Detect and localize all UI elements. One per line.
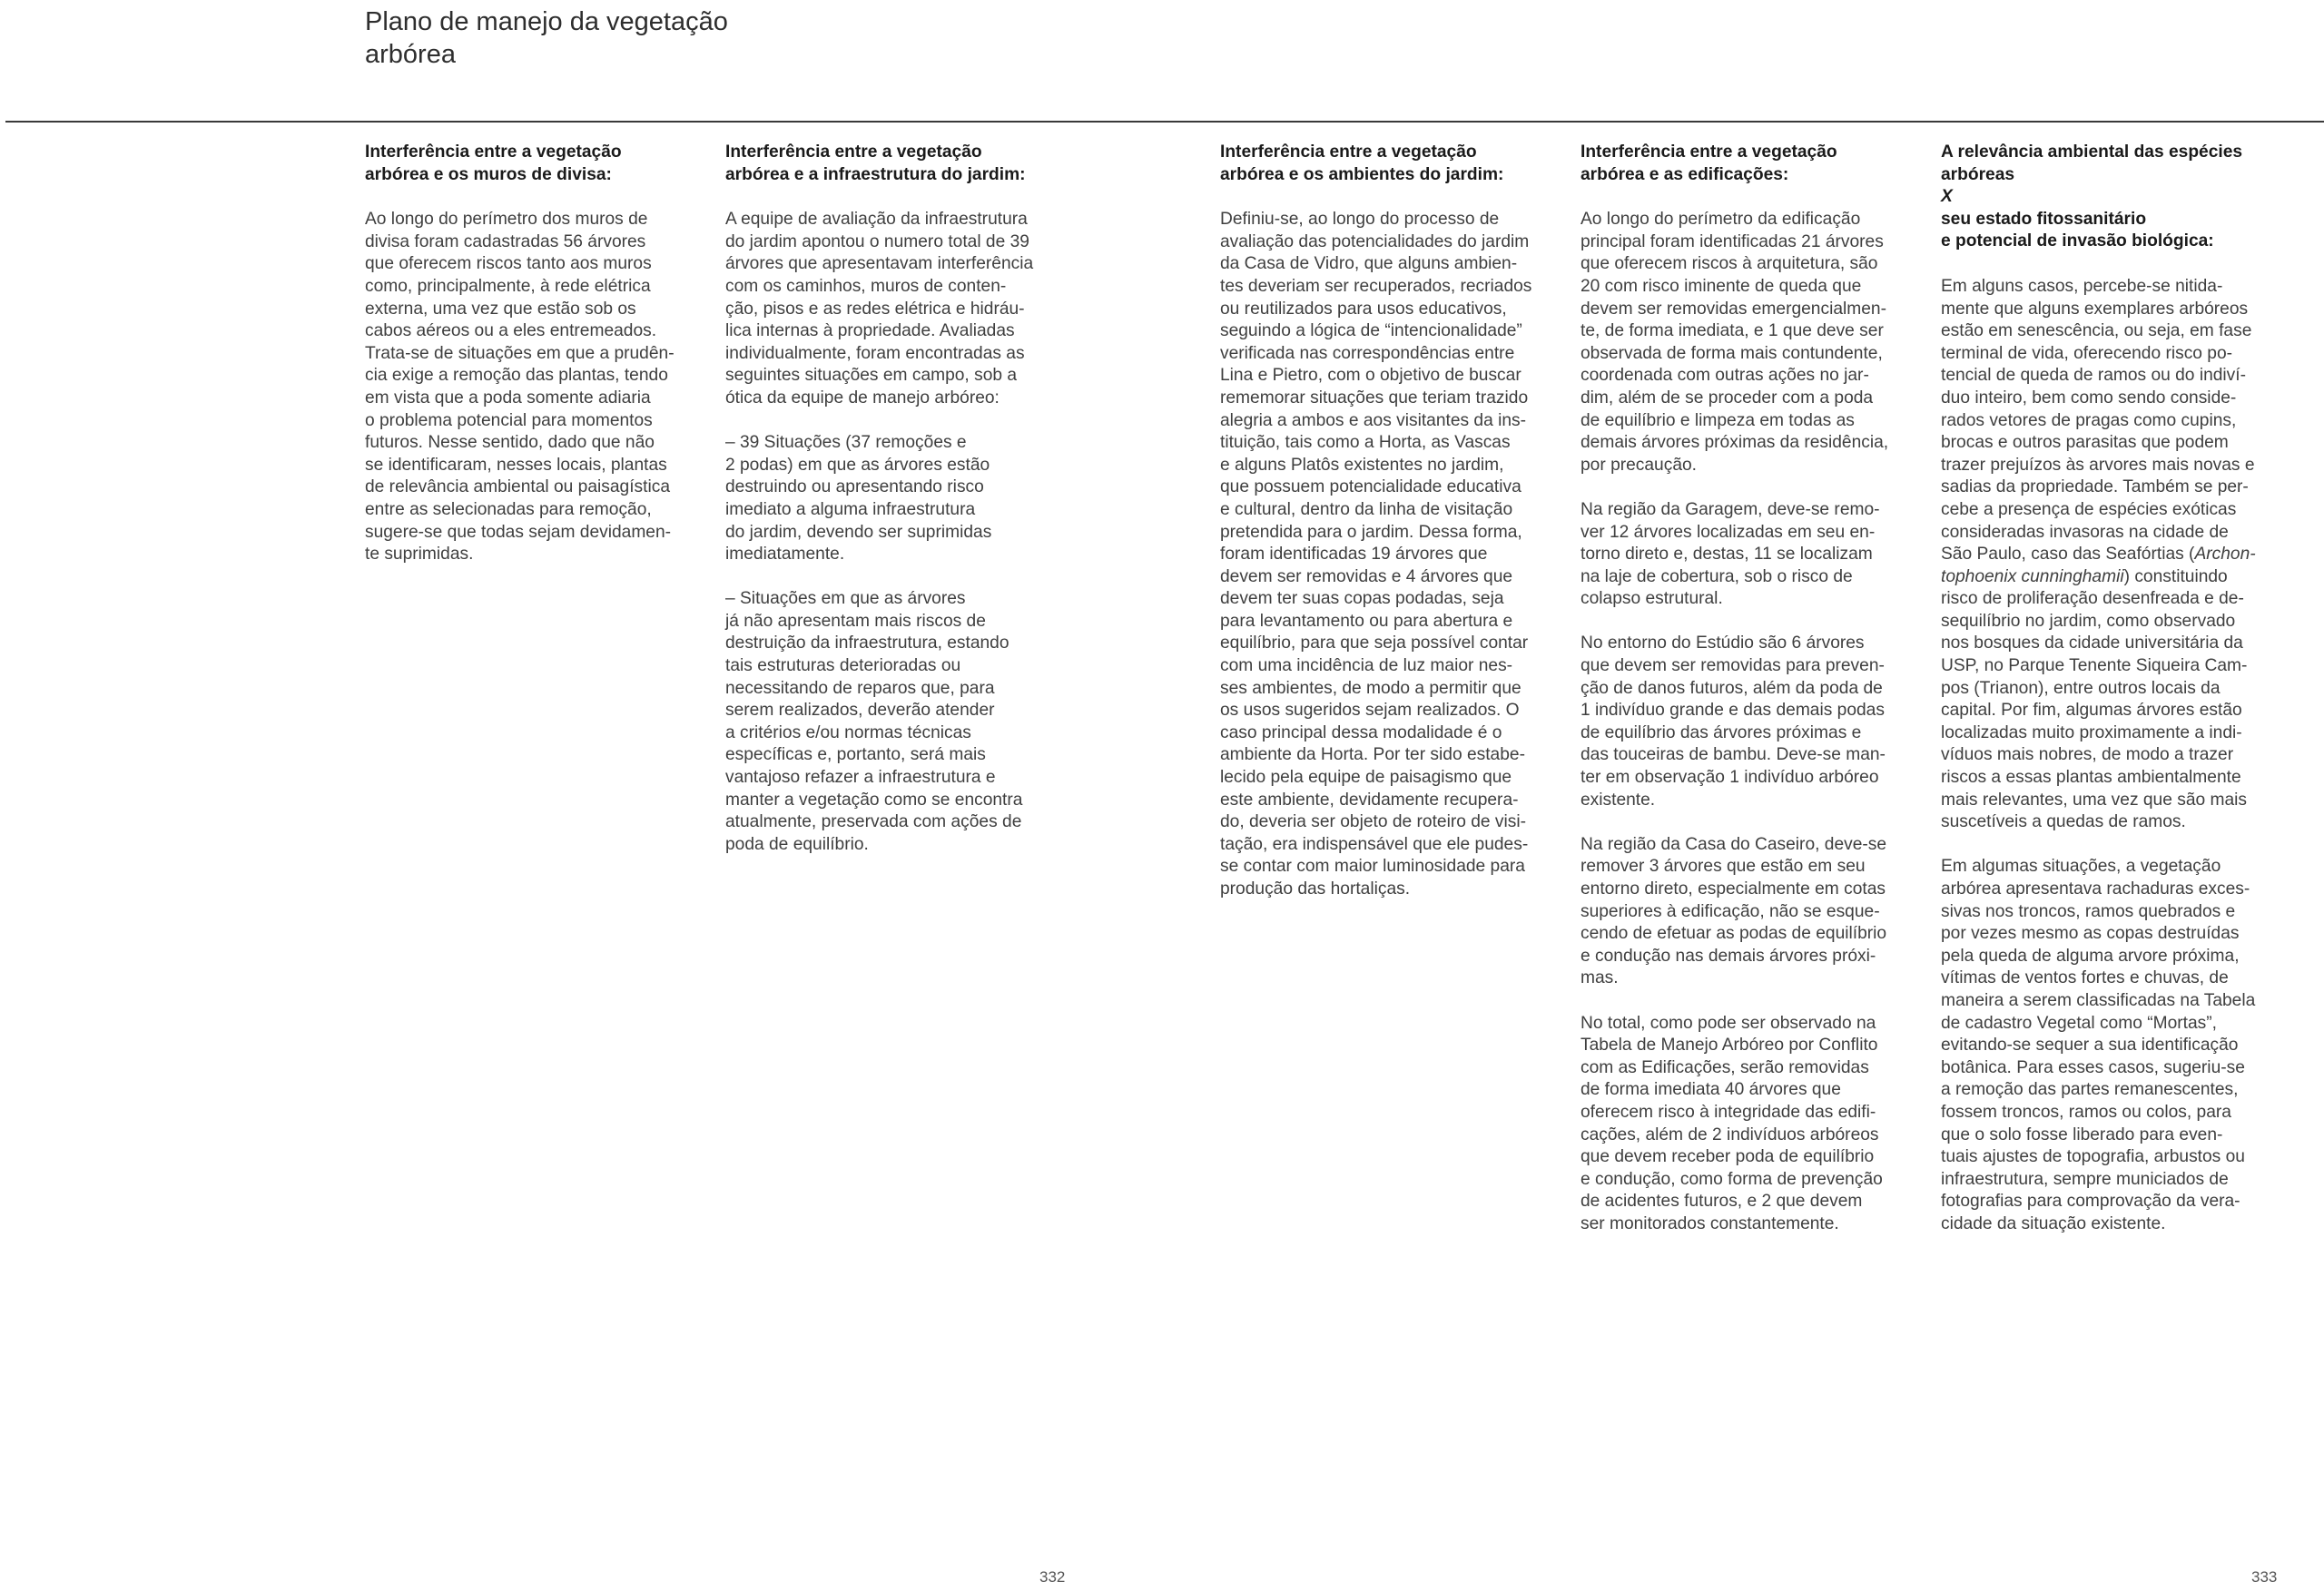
page-title xyxy=(365,5,873,71)
text-line: do, deveria ser objeto de roteiro de visi- xyxy=(1220,812,1527,832)
text-line: foram identificadas 19 árvores que xyxy=(1220,545,1488,565)
text-line: imediatamente. xyxy=(725,545,845,565)
text-line: Trata-se de situações em que a prudên- xyxy=(365,343,675,363)
text-line: sugere-se que todas sejam devidamen- xyxy=(365,522,672,542)
text-line: caso principal dessa modalidade é o xyxy=(1220,722,1502,742)
text-line: brocas e outros parasitas que podem xyxy=(1941,433,2229,453)
text-line: devem ser removidas e 4 árvores que xyxy=(1220,566,1513,586)
text-line: botânica. Para esses casos, sugeriu-se xyxy=(1941,1057,2245,1077)
text-line: poda de equilíbrio. xyxy=(725,834,869,854)
paragraph xyxy=(1941,856,2273,1235)
paragraph xyxy=(1581,834,1913,990)
text-line: serem realizados, deverão atender xyxy=(725,701,995,721)
column-ambientes xyxy=(1220,142,1552,923)
text-line: para levantamento ou para abertura e xyxy=(1220,611,1513,631)
text-line: duo inteiro, bem como sendo conside- xyxy=(1941,388,2237,408)
text-line: arbórea apresentava rachaduras exces- xyxy=(1941,879,2250,899)
column-edificacoes xyxy=(1581,142,1913,1258)
text-line: Na região da Casa do Caseiro, deve-se xyxy=(1581,834,1887,854)
text-line: demais árvores próximas da residência, xyxy=(1581,433,1889,453)
text-line: que oferecem riscos à arquitetura, são xyxy=(1581,254,1878,274)
text-line: rememorar situações que teriam trazido xyxy=(1220,388,1529,408)
text-line: ter em observação 1 indivíduo arbóreo xyxy=(1581,768,1879,788)
text-line: Ao longo do perímetro dos muros de xyxy=(365,210,648,230)
text-line: das touceiras de bambu. Deve-se man- xyxy=(1581,745,1886,765)
text-line: divisa foram cadastradas 56 árvores xyxy=(365,231,646,251)
text-line: torno direto e, destas, 11 se localizam xyxy=(1581,545,1873,565)
paragraph xyxy=(1941,276,2273,834)
text-line: entorno direto, especialmente em cotas xyxy=(1581,879,1886,899)
text-line: como, principalmente, à rede elétrica xyxy=(365,276,651,296)
text-line: ver 12 árvores localizadas em seu en- xyxy=(1581,522,1876,542)
text-line: manter a vegetação como se encontra xyxy=(725,790,1023,810)
text-line: entre as selecionadas para remoção, xyxy=(365,499,652,519)
text-line: risco de proliferação desenfreada e de- xyxy=(1941,589,2244,609)
text-line: com uma incidência de luz maior nes- xyxy=(1220,656,1513,676)
page-title-line-2: arbórea xyxy=(365,40,456,69)
text-line: mas. xyxy=(1581,968,1619,988)
text-line: produção das hortaliças. xyxy=(1220,879,1411,899)
header-rule xyxy=(5,121,2324,123)
text-line: avaliação das potencialidades do jardim xyxy=(1220,231,1530,251)
text-line: 1 indivíduo grande e das demais podas xyxy=(1581,701,1885,721)
text-line: sivas nos troncos, ramos quebrados e xyxy=(1941,901,2236,921)
text-line: de equilíbrio das árvores próximas e xyxy=(1581,722,1862,742)
text-line: futuros. Nesse sentido, dado que não xyxy=(365,433,655,453)
text-line: USP, no Parque Tenente Siqueira Cam- xyxy=(1941,656,2248,676)
text-line: observada de forma mais contundente, xyxy=(1581,343,1883,363)
text-line: consideradas invasoras na cidade de xyxy=(1941,522,2229,542)
heading-line: arbórea e as edificações: xyxy=(1581,164,1789,184)
text-line: destruindo ou apresentando risco xyxy=(725,477,984,497)
text-line: lica internas à propriedade. Avaliadas xyxy=(725,321,1015,341)
text-line: do jardim, devendo ser suprimidas xyxy=(725,522,992,542)
heading-line: A relevância ambiental das espécies xyxy=(1941,142,2243,162)
text-line: verificada nas correspondências entre xyxy=(1220,343,1515,363)
text-line: que possuem potencialidade educativa xyxy=(1220,477,1521,497)
text-line: de acidentes futuros, e 2 que devem xyxy=(1581,1192,1863,1212)
text-line: imediato a alguma infraestrutura xyxy=(725,499,976,519)
text-line: com os caminhos, muros de conten- xyxy=(725,276,1007,296)
text-line: ser monitorados constantemente. xyxy=(1581,1213,1839,1233)
text-line: remover 3 árvores que estão em seu xyxy=(1581,857,1866,877)
column-muros xyxy=(365,142,697,588)
text-line: Tabela de Manejo Arbóreo por Conflito xyxy=(1581,1036,1878,1056)
text-line: com as Edificações, serão removidas xyxy=(1581,1057,1869,1077)
text-line: evitando-se sequer a sua identificação xyxy=(1941,1036,2239,1056)
paragraph-lines xyxy=(1941,588,2273,834)
text-line: devem ter suas copas podadas, seja xyxy=(1220,589,1504,609)
text-line: por precaução. xyxy=(1581,455,1697,475)
column-infraestrutura xyxy=(725,142,1058,879)
text-line: cendo de efetuar as podas de equilíbrio xyxy=(1581,924,1887,944)
heading-line: Interferência entre a vegetação xyxy=(1220,142,1477,162)
heading-line: Interferência entre a vegetação xyxy=(1581,142,1837,162)
paragraph xyxy=(365,209,697,566)
text-line: tes deveriam ser recuperados, recriados xyxy=(1220,276,1532,296)
text-line: na laje de cobertura, sob o risco de xyxy=(1581,566,1853,586)
text-line: e condução nas demais árvores próxi- xyxy=(1581,946,1876,966)
text-line: que devem ser removidas para preven- xyxy=(1581,656,1885,676)
column-heading xyxy=(1581,142,1913,186)
text-line: tuais ajustes de topografia, arbustos ou xyxy=(1941,1147,2245,1167)
text-line: devem ser removidas emergencialmen- xyxy=(1581,299,1886,319)
column-relevancia xyxy=(1941,142,2273,1258)
text-line: cidade da situação existente. xyxy=(1941,1213,2166,1233)
text-line: capital. Por fim, algumas árvores estão xyxy=(1941,701,2242,721)
text-line xyxy=(1941,544,2273,566)
column-heading xyxy=(725,142,1058,186)
paragraph xyxy=(1220,209,1552,900)
heading-text: seu estado fitossanitário xyxy=(1941,209,2147,229)
species-name: Archon- xyxy=(2194,545,2256,565)
list-item xyxy=(725,432,1058,566)
text-line: do jardim apontou o numero total de 39 xyxy=(725,231,1029,251)
text-line: terminal de vida, oferecendo risco po- xyxy=(1941,343,2233,363)
text-line: No entorno do Estúdio são 6 árvores xyxy=(1581,633,1865,653)
text-line: te suprimidas. xyxy=(365,545,474,565)
text-line: estão em senescência, ou seja, em fase xyxy=(1941,321,2252,341)
text-line: cia exige a remoção das plantas, tendo xyxy=(365,366,668,386)
text-line: seguindo a lógica de “intencionalidade” xyxy=(1220,321,1522,341)
text-line: ambiente da Horta. Por ter sido estabe- xyxy=(1220,745,1525,765)
text-line: 20 com risco iminente de queda que xyxy=(1581,276,1862,296)
text-line: – 39 Situações (37 remoções e xyxy=(725,433,967,453)
text-line: o problema potencial para momentos xyxy=(365,410,653,430)
paragraph xyxy=(1581,209,1913,476)
text-line: existente. xyxy=(1581,790,1656,810)
heading-line: arbórea e os muros de divisa: xyxy=(365,164,612,184)
heading-line: arbórea e a infraestrutura do jardim: xyxy=(725,164,1026,184)
text-line: os usos sugeridos sejam realizados. O xyxy=(1220,701,1520,721)
text-line: a remoção das partes remanescentes, xyxy=(1941,1080,2239,1100)
text-line: te, de forma imediata, e 1 que deve ser xyxy=(1581,321,1884,341)
text-line: tencial de queda de ramos ou do indiví- xyxy=(1941,366,2246,386)
species-name: tophoenix cunninghamii xyxy=(1941,566,2124,586)
heading-line: Interferência entre a vegetação xyxy=(365,142,622,162)
text-line: externa, uma vez que estão sob os xyxy=(365,299,636,319)
text-line: e alguns Platôs existentes no jardim, xyxy=(1220,455,1504,475)
column-heading xyxy=(1941,142,2273,253)
text-line: Em algumas situações, a vegetação xyxy=(1941,857,2221,877)
text-line: trazer prejuízos às arvores mais novas e xyxy=(1941,455,2255,475)
text-line: a critérios e/ou normas técnicas xyxy=(725,722,971,742)
text-line: seguintes situações em campo, sob a xyxy=(725,366,1018,386)
text-line: ótica da equipe de manejo arbóreo: xyxy=(725,388,1000,408)
column-heading xyxy=(365,142,697,186)
text-line: vítimas de ventos fortes e chuvas, de xyxy=(1941,968,2229,988)
page-number-right: 333 xyxy=(2251,1568,2278,1586)
paragraph-lines xyxy=(1941,276,2273,544)
column-heading xyxy=(1220,142,1552,186)
text-line: de relevância ambiental ou paisagística xyxy=(365,477,670,497)
text-line: fossem troncos, ramos ou colos, para xyxy=(1941,1102,2231,1122)
text-line: suscetíveis a quedas de ramos. xyxy=(1941,812,2186,832)
text-line: específicas e, portanto, será mais xyxy=(725,745,986,765)
text-line: que devem receber poda de equilíbrio xyxy=(1581,1147,1875,1167)
text-line: sadias da propriedade. Também se per- xyxy=(1941,477,2249,497)
text-line: sequilíbrio no jardim, como observado xyxy=(1941,611,2236,631)
text-line: pos (Trianon), entre outros locais da xyxy=(1941,678,2221,698)
text-run: São Paulo, caso das Seafórtias ( xyxy=(1941,545,2195,565)
text-run: ) constituindo xyxy=(2123,566,2228,586)
text-line: colapso estrutural. xyxy=(1581,589,1723,609)
text-line: vantajoso refazer a infraestrutura e xyxy=(725,768,996,788)
text-line: atualmente, preservada com ações de xyxy=(725,812,1022,832)
text-line: e condução, como forma de prevenção xyxy=(1581,1169,1883,1189)
text-line: que o solo fosse liberado para even- xyxy=(1941,1125,2223,1144)
text-line: víduos mais nobres, de modo a trazer xyxy=(1941,745,2234,765)
page-number-left: 332 xyxy=(1039,1568,1066,1586)
text-line: ção de danos futuros, além da poda de xyxy=(1581,678,1883,698)
text-line: da Casa de Vidro, que alguns ambien- xyxy=(1220,254,1518,274)
text-line: tituição, tais como a Horta, as Vascas xyxy=(1220,433,1511,453)
heading-line: arbórea e os ambientes do jardim: xyxy=(1220,164,1504,184)
text-line: este ambiente, devidamente recupera- xyxy=(1220,790,1519,810)
text-line: tação, era indispensável que ele pudes- xyxy=(1220,834,1529,854)
text-line: infraestrutura, sempre municiados de xyxy=(1941,1169,2229,1189)
text-line: em vista que a poda somente adiaria xyxy=(365,388,651,408)
text-line: destruição da infraestrutura, estando xyxy=(725,633,1009,653)
text-line: de equilíbrio e limpeza em todas as xyxy=(1581,410,1855,430)
text-line: mente que alguns exemplares arbóreos xyxy=(1941,299,2249,319)
text-line: Em alguns casos, percebe-se nitida- xyxy=(1941,276,2223,296)
text-line: e cultural, dentro da linha de visitação xyxy=(1220,499,1513,519)
text-line: riscos a essas plantas ambientalmente xyxy=(1941,768,2241,788)
heading-line: e potencial de invasão biológica: xyxy=(1941,231,2214,251)
text-line: cabos aéreos ou a eles entremeados. xyxy=(365,321,657,341)
text-line: A equipe de avaliação da infraestrutura xyxy=(725,210,1028,230)
text-line: alegria a ambos e aos visitantes da ins- xyxy=(1220,410,1527,430)
text-line: superiores à edificação, não se esque- xyxy=(1581,901,1880,921)
text-line: se identificaram, nesses locais, plantas xyxy=(365,455,667,475)
heading-line: Interferência entre a vegetação xyxy=(725,142,982,162)
heading-line xyxy=(1941,164,2273,231)
text-line: ses ambientes, de modo a permitir que xyxy=(1220,678,1521,698)
text-line: lecido pela equipe de paisagismo que xyxy=(1220,768,1512,788)
text-line: por vezes mesmo as copas destruídas xyxy=(1941,924,2240,944)
text-line: ção, pisos e as redes elétrica e hidráu- xyxy=(725,299,1025,319)
text-line: de cadastro Vegetal como “Mortas”, xyxy=(1941,1013,2217,1033)
text-line: mais relevantes, uma vez que são mais xyxy=(1941,790,2247,810)
text-line: necessitando de reparos que, para xyxy=(725,678,995,698)
text-line: maneira a serem classificadas na Tabela xyxy=(1941,990,2256,1010)
heading-text: arbóreas xyxy=(1941,164,2015,184)
page-title-line-1: Plano de manejo da vegetação xyxy=(365,7,728,36)
text-line: nos bosques da cidade universitária da xyxy=(1941,633,2243,653)
text-line: Definiu-se, ao longo do processo de xyxy=(1220,210,1500,230)
paragraph xyxy=(1581,633,1913,811)
text-line: – Situações em que as árvores xyxy=(725,589,966,609)
text-line: que oferecem riscos tanto aos muros xyxy=(365,254,652,274)
paragraph xyxy=(725,209,1058,409)
text-line: oferecem risco à integridade das edifi- xyxy=(1581,1102,1876,1122)
text-line: se contar com maior luminosidade para xyxy=(1220,857,1525,877)
text-line: coordenada com outras ações no jar- xyxy=(1581,366,1869,386)
text-line: cações, além de 2 indivíduos arbóreos xyxy=(1581,1125,1879,1144)
text-line: principal foram identificadas 21 árvores xyxy=(1581,231,1884,251)
text-line: 2 podas) em que as árvores estão xyxy=(725,455,990,475)
text-line xyxy=(1941,566,2273,589)
text-line: já não apresentam mais riscos de xyxy=(725,611,986,631)
paragraph xyxy=(1581,499,1913,611)
text-line: rados vetores de pragas como cupins, xyxy=(1941,410,2237,430)
text-line: localizadas muito proximamente a indi- xyxy=(1941,722,2242,742)
text-line: No total, como pode ser observado na xyxy=(1581,1013,1876,1033)
text-line: Ao longo do perímetro da edificação xyxy=(1581,210,1861,230)
list-item xyxy=(725,588,1058,856)
text-line: tais estruturas deterioradas ou xyxy=(725,656,961,676)
text-line: ou reutilizados para usos educativos, xyxy=(1220,299,1507,319)
text-line: dim, além de se proceder com a poda xyxy=(1581,388,1874,408)
text-line: equilíbrio, para que seja possível contar xyxy=(1220,633,1529,653)
heading-text-italic: X xyxy=(1941,187,1953,207)
text-line: árvores que apresentavam interferência xyxy=(725,254,1034,274)
text-line: pretendida para o jardim. Dessa forma, xyxy=(1220,522,1522,542)
text-line: fotografias para comprovação da vera- xyxy=(1941,1192,2240,1212)
text-line: individualmente, foram encontradas as xyxy=(725,343,1025,363)
text-line: cebe a presença de espécies exóticas xyxy=(1941,499,2237,519)
text-line: de forma imediata 40 árvores que xyxy=(1581,1080,1841,1100)
text-line: pela queda de alguma arvore próxima, xyxy=(1941,946,2240,966)
paragraph xyxy=(1581,1013,1913,1236)
text-line: Lina e Pietro, com o objetivo de buscar xyxy=(1220,366,1521,386)
text-line: Na região da Garagem, deve-se remo- xyxy=(1581,499,1880,519)
